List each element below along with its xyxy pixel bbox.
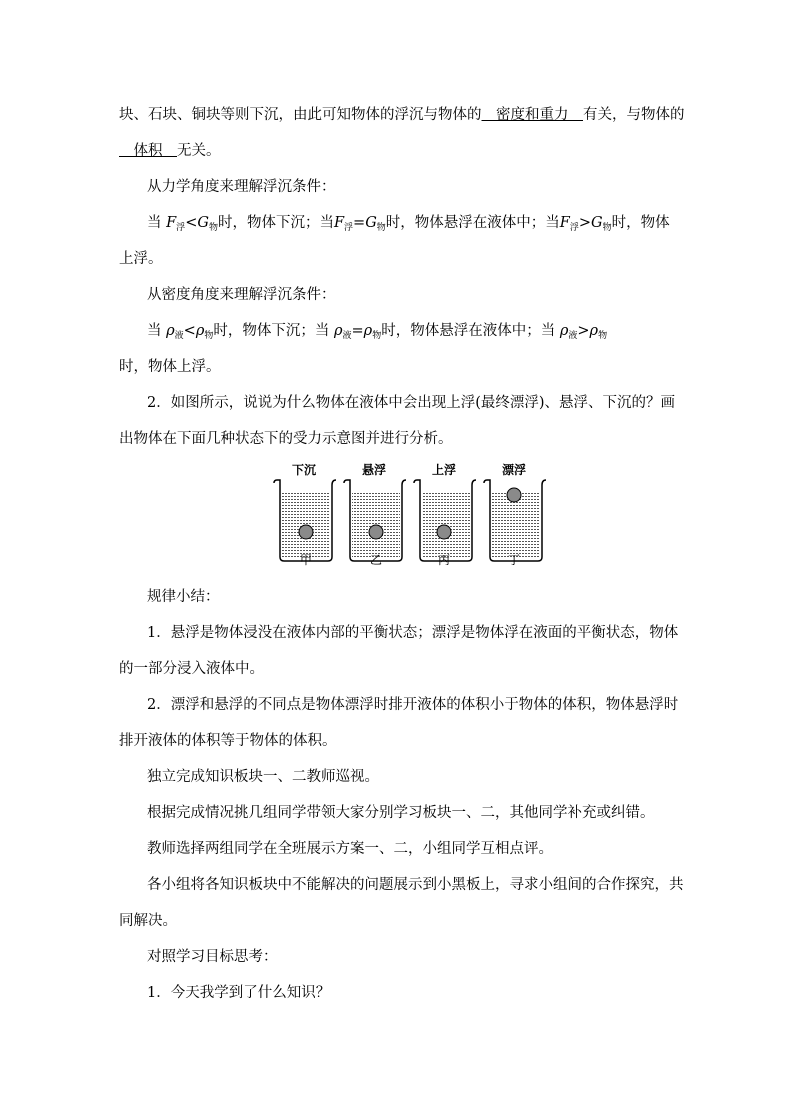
object-ball-2: [369, 525, 383, 539]
dens-conditions: [147, 321, 607, 346]
text: 时，物体: [611, 215, 670, 231]
activity-3: 教师选择两组同学在全班展示方案一、二，小组同学互相点评。: [147, 841, 553, 857]
summary-item2-line1: 2．漂浮和悬浮的不同点是物体漂浮时排开液体的体积小于物体的体积，物体悬浮时: [147, 697, 679, 713]
text: 当: [147, 215, 162, 231]
symbol-rho: ρ: [589, 323, 599, 339]
subscript: 物: [208, 223, 218, 233]
mech-conditions: [147, 213, 670, 238]
beaker-1: [274, 480, 336, 561]
reflect-q1: 1．今天我学到了什么知识？: [147, 985, 331, 1001]
beaker-label-2: 乙: [370, 553, 383, 567]
answer-blank: 密度和重力: [481, 107, 583, 123]
symbol-rho: ρ: [333, 323, 343, 339]
text: 时，物体悬浮在液体中；当: [385, 215, 560, 231]
object-ball-4: [507, 488, 521, 502]
subscript: 物: [598, 331, 608, 341]
subscript: 液: [174, 331, 184, 341]
op: >: [577, 323, 590, 339]
answer-blank: 体积: [119, 143, 177, 159]
beaker-label-1: 甲: [300, 553, 313, 567]
beaker-title-3: 上浮: [432, 463, 457, 477]
symbol-rho: ρ: [166, 323, 175, 339]
text: 块、石块、铜块等则下沉，由此可知物体的浮沉与物体的: [119, 107, 482, 123]
subscript: 物: [602, 223, 612, 233]
group-line1: 各小组将各知识板块中不能解决的问题展示到小黑板上，寻求小组间的合作探究，共: [147, 877, 684, 893]
op: <: [183, 323, 196, 339]
beaker-figure: [270, 463, 560, 571]
subscript: 浮: [569, 223, 579, 233]
text: 时，物体下沉；当: [213, 323, 334, 339]
paragraph-line: [119, 105, 685, 125]
text: 时，物体下沉；当: [217, 215, 334, 231]
summary-item1-line1: 1．悬浮是物体浸没在液体内部的平衡状态；漂浮是物体浮在液面的平衡状态，物体: [147, 625, 679, 641]
mech-float: 上浮。: [119, 251, 163, 267]
summary-item2-line2: 排开液体的体积等于物体的体积。: [119, 733, 337, 749]
beaker-title-1: 下沉: [292, 463, 317, 477]
symbol-G: G: [365, 215, 377, 231]
subscript: 浮: [344, 223, 354, 233]
summary-item1-line2: 的一部分浸入液体中。: [119, 661, 264, 677]
text: 有关，与物体的: [583, 107, 685, 123]
op: <: [185, 215, 198, 231]
object-ball-1: [299, 525, 313, 539]
symbol-rho: ρ: [195, 323, 205, 339]
subscript: 液: [568, 331, 578, 341]
dens-heading: 从密度角度来理解浮沉条件：: [147, 287, 336, 303]
text: 时，物体悬浮在液体中；当: [381, 323, 560, 339]
symbol-G: G: [197, 215, 209, 231]
beaker-title-4: 漂浮: [502, 463, 527, 477]
subscript: 物: [204, 331, 214, 341]
activity-1: 独立完成知识板块一、二教师巡视。: [147, 769, 379, 785]
subscript: 液: [342, 331, 352, 341]
q2-line2: 出物体在下面几种状态下的受力示意图并进行分析。: [119, 431, 453, 447]
text: 无关。: [177, 143, 221, 159]
subscript: 物: [376, 223, 386, 233]
text: 当: [147, 323, 167, 339]
beaker-4: [484, 480, 546, 561]
beaker-2: [344, 480, 406, 561]
symbol-G: G: [591, 215, 603, 231]
reflect-heading: 对照学习目标思考：: [147, 949, 278, 965]
subscript: 浮: [176, 223, 186, 233]
summary-heading: 规律小结：: [147, 589, 220, 605]
mech-heading: 从力学角度来理解浮沉条件：: [147, 179, 336, 195]
subscript: 物: [372, 331, 382, 341]
symbol-F: F: [559, 215, 570, 231]
dens-float: 时，物体上浮。: [119, 359, 221, 375]
op: =: [353, 215, 366, 231]
q2-line1: 2．如图所示，说说为什么物体在液体中会出现上浮(最终漂浮)、悬浮、下沉的？画: [147, 395, 676, 411]
beaker-label-4: 丁: [508, 553, 521, 567]
symbol-rho: ρ: [559, 323, 569, 339]
beaker-3: [414, 480, 476, 561]
symbol-F: F: [166, 215, 177, 231]
beaker-title-2: 悬浮: [362, 463, 387, 477]
symbol-F: F: [333, 215, 345, 231]
beaker-label-3: 丙: [438, 553, 451, 567]
object-ball-3: [437, 525, 451, 539]
paragraph-line: [119, 141, 221, 161]
op: =: [351, 323, 364, 339]
group-line2: 同解决。: [119, 913, 177, 929]
symbol-rho: ρ: [363, 323, 373, 339]
op: >: [578, 215, 592, 231]
activity-2: 根据完成情况挑几组同学带领大家分别学习板块一、二，其他同学补充或纠错。: [147, 805, 655, 821]
